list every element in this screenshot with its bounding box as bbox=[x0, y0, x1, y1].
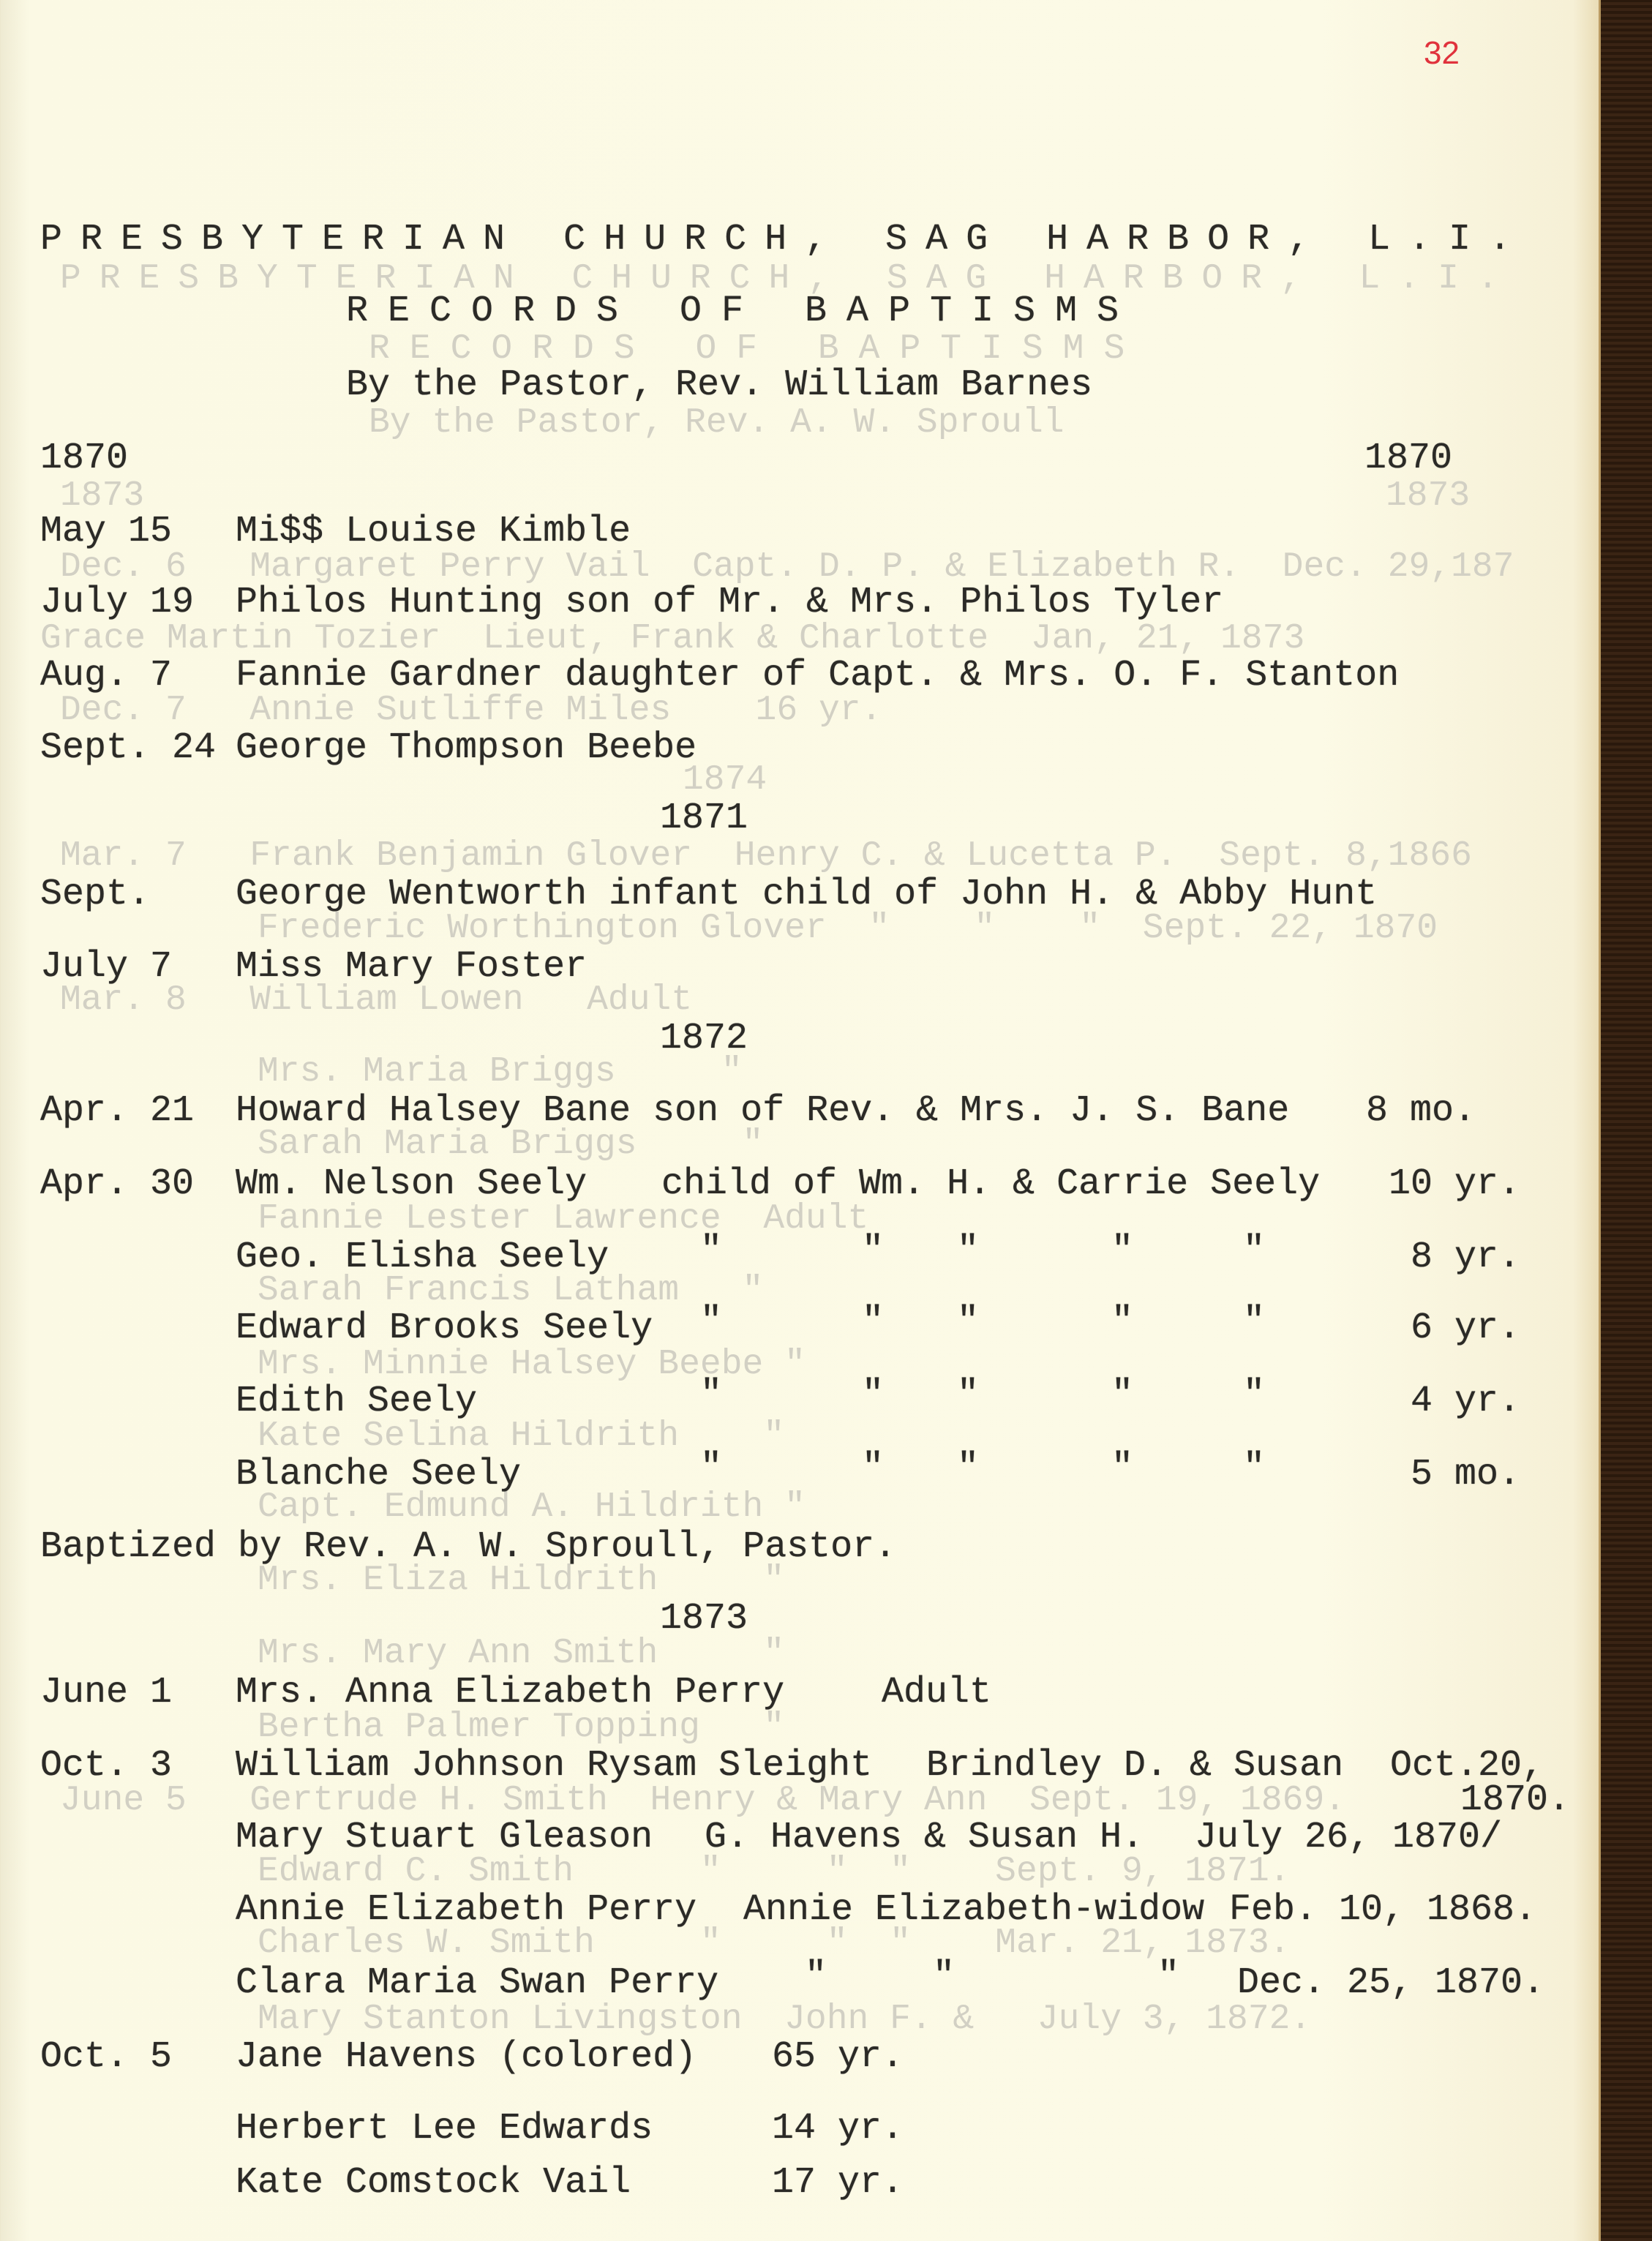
year-heading-right: 1870 bbox=[1364, 438, 1453, 479]
year-heading-left: 1870 bbox=[40, 438, 129, 479]
year-heading: 1873 bbox=[660, 1598, 748, 1640]
ghost-line: Sarah Francis Latham " bbox=[258, 1271, 764, 1310]
ditto-mark: " bbox=[1111, 1447, 1134, 1489]
entry-parents: child of Wm. H. & Carrie Seely bbox=[661, 1163, 1321, 1205]
ghost-line: Mrs. Eliza Hildrith " bbox=[258, 1561, 785, 1600]
ghost-line: Mrs. Minnie Halsey Beebe " bbox=[258, 1345, 806, 1384]
entry-name: Wm. Nelson Seely bbox=[236, 1163, 587, 1205]
ghost-line: Charles W. Smith " " " Mar. 21, 1873. bbox=[258, 1923, 1291, 1963]
entry-age: 17 yr. bbox=[772, 2162, 904, 2204]
entry-date: Apr. 30 bbox=[40, 1163, 195, 1205]
byline: By the Pastor, Rev. William Barnes bbox=[346, 364, 1093, 406]
entry-name: Edward Brooks Seely bbox=[236, 1307, 653, 1349]
ghost-line: Mrs. Mary Ann Smith " bbox=[258, 1634, 785, 1673]
entry-name: Blanche Seely bbox=[236, 1454, 522, 1495]
ghost-line: Grace Martin Tozier Lieut, Frank & Charlotte Jan, 21, 1873 bbox=[40, 619, 1305, 658]
entry-date: May 15 bbox=[40, 511, 173, 552]
ghost-line: June 5 Gertrude H. Smith Henry & Mary Ann Sept. 19, 1869. bbox=[60, 1781, 1346, 1820]
entry-name: William Johnson Rysam Sleight bbox=[236, 1745, 873, 1787]
entry-name: Kate Comstock Vail bbox=[236, 2162, 631, 2204]
book-binding bbox=[1599, 0, 1652, 2241]
entry-name: George Wentworth infant child of John H. & Abby Hunt bbox=[236, 874, 1378, 915]
document-title: PRESBYTERIAN CHURCH, SAG HARBOR, L.I. bbox=[40, 219, 1530, 260]
entry-name: Philos Hunting son of Mr. & Mrs. Philos Tyler bbox=[236, 582, 1224, 623]
entry-birthdate: Oct.20, bbox=[1390, 1745, 1544, 1787]
entry-birthdate: July 26, 1870/ bbox=[1195, 1817, 1503, 1858]
entry-age: 5 mo. bbox=[1411, 1454, 1521, 1495]
pastor-note: Baptized by Rev. A. W. Sproull, Pastor. bbox=[40, 1526, 897, 1568]
entry-name: Mrs. Anna Elizabeth Perry bbox=[236, 1672, 785, 1713]
year-heading: 1872 bbox=[660, 1018, 748, 1059]
entry-date: Sept. 24 bbox=[40, 727, 217, 769]
entry-age: 65 yr. bbox=[772, 2036, 904, 2078]
ditto-mark: " bbox=[1243, 1374, 1266, 1416]
entry-name: Clara Maria Swan Perry bbox=[236, 1962, 719, 2004]
ghost-line: 1874 bbox=[683, 760, 767, 800]
ghost-line: PRESBYTERIAN CHURCH, SAG HARBOR, L.I. bbox=[60, 259, 1517, 299]
entry-parents: Brindley D. & Susan bbox=[926, 1745, 1344, 1787]
entry-date: Sept. bbox=[40, 874, 151, 915]
entry-status: Adult bbox=[882, 1672, 992, 1713]
ghost-line: Sarah Maria Briggs " bbox=[258, 1125, 764, 1164]
ditto-mark: " bbox=[957, 1301, 980, 1343]
entry-name: George Thompson Beebe bbox=[236, 727, 697, 769]
entry-name: Miss Mary Foster bbox=[236, 946, 587, 988]
ditto-mark: " bbox=[862, 1447, 885, 1489]
entry-name: Herbert Lee Edwards bbox=[236, 2108, 653, 2150]
ghost-line: 1873 bbox=[1386, 476, 1471, 516]
entry-name: Geo. Elisha Seely bbox=[236, 1236, 609, 1278]
ditto-mark: " bbox=[862, 1374, 885, 1416]
entry-age: 8 yr. bbox=[1411, 1236, 1521, 1278]
entry-age: 14 yr. bbox=[772, 2108, 904, 2150]
ghost-line: Dec. 7 Annie Sutliffe Miles 16 yr. bbox=[60, 691, 882, 730]
ditto-mark: " bbox=[700, 1374, 723, 1416]
ditto-mark: " bbox=[1243, 1447, 1266, 1489]
ghost-line: Frederic Worthington Glover " " " Sept. 22, 1870 bbox=[258, 909, 1438, 948]
entry-date: Apr. 21 bbox=[40, 1090, 195, 1132]
ghost-line: Bertha Palmer Topping " bbox=[258, 1708, 785, 1747]
entry-age: 10 yr. bbox=[1389, 1163, 1521, 1205]
entry-name: Edith Seely bbox=[236, 1381, 478, 1422]
ditto-mark: " bbox=[1243, 1301, 1266, 1343]
ditto-mark: " bbox=[700, 1301, 723, 1343]
entry-date: Oct. 3 bbox=[40, 1745, 173, 1787]
entry-age: 8 mo. bbox=[1366, 1090, 1476, 1132]
ditto-mark: " bbox=[862, 1301, 885, 1343]
page-number: 32 bbox=[1424, 35, 1460, 71]
ditto-mark: " bbox=[1111, 1301, 1134, 1343]
entry-date: Oct. 5 bbox=[40, 2036, 173, 2078]
ditto-mark: " bbox=[700, 1447, 723, 1489]
ghost-line: Mrs. Maria Briggs " bbox=[258, 1052, 743, 1092]
ditto-mark: " bbox=[700, 1230, 723, 1272]
entry-name: Jane Havens (colored) bbox=[236, 2036, 697, 2078]
entry-parents: Annie Elizabeth-widow bbox=[743, 1889, 1205, 1931]
entry-age: 6 yr. bbox=[1411, 1307, 1521, 1349]
entry-name: Annie Elizabeth Perry bbox=[236, 1889, 697, 1931]
ghost-line: Capt. Edmund A. Hildrith " bbox=[258, 1487, 806, 1527]
ghost-line: Kate Selina Hildrith " bbox=[258, 1416, 785, 1456]
ditto-mark: " bbox=[1111, 1374, 1134, 1416]
ditto-mark: " bbox=[862, 1230, 885, 1272]
ditto-mark: " bbox=[1243, 1230, 1266, 1272]
document-subtitle: RECORDS OF BAPTISMS bbox=[346, 290, 1139, 332]
entry-date: July 19 bbox=[40, 582, 195, 623]
ghost-line: RECORDS OF BAPTISMS bbox=[369, 329, 1145, 369]
entry-name: Mi$$ Louise Kimble bbox=[236, 511, 631, 552]
entry-date: June 1 bbox=[40, 1672, 173, 1713]
ditto-mark: " bbox=[957, 1230, 980, 1272]
ghost-line: 1873 bbox=[60, 476, 145, 516]
ghost-line: Mar. 7 Frank Benjamin Glover Henry C. & Lucetta P. Sept. 8,1866 bbox=[60, 836, 1472, 876]
year-heading: 1871 bbox=[660, 797, 748, 839]
ditto-mark: " bbox=[933, 1956, 955, 1997]
entry-date: July 7 bbox=[40, 946, 173, 988]
entry-name: Howard Halsey Bane son of Rev. & Mrs. J. S. Bane bbox=[236, 1090, 1290, 1132]
entry-name: Fannie Gardner daughter of Capt. & Mrs. O. F. Stanton bbox=[236, 655, 1400, 697]
ghost-line: Mary Stanton Livingston John F. & July 3, 1872. bbox=[258, 2000, 1312, 2039]
entry-birthdate: Feb. 10, 1868. bbox=[1229, 1889, 1537, 1931]
ditto-mark: " bbox=[957, 1374, 980, 1416]
ghost-line: Mar. 8 William Lowen Adult bbox=[60, 980, 693, 1020]
ghost-line: Fannie Lester Lawrence Adult bbox=[258, 1199, 869, 1239]
entry-name: Mary Stuart Gleason bbox=[236, 1817, 653, 1858]
ditto-mark: " bbox=[1157, 1956, 1180, 1997]
entry-parents: G. Havens & Susan H. bbox=[705, 1817, 1144, 1858]
ghost-line: Edward C. Smith " " " Sept. 9, 1871. bbox=[258, 1852, 1291, 1891]
ditto-mark: " bbox=[1111, 1230, 1134, 1272]
entry-birthdate-year: 1870. bbox=[1460, 1779, 1571, 1821]
entry-date: Aug. 7 bbox=[40, 655, 173, 697]
entry-age: 4 yr. bbox=[1411, 1381, 1521, 1422]
ditto-mark: " bbox=[957, 1447, 980, 1489]
ghost-line: By the Pastor, Rev. A. W. Sproull bbox=[369, 403, 1065, 443]
ditto-mark: " bbox=[805, 1956, 827, 1997]
entry-birthdate: Dec. 25, 1870. bbox=[1237, 1962, 1545, 2004]
ghost-line: Dec. 6 Margaret Perry Vail Capt. D. P. & Elizabeth R. Dec. 29,187 bbox=[60, 547, 1514, 587]
